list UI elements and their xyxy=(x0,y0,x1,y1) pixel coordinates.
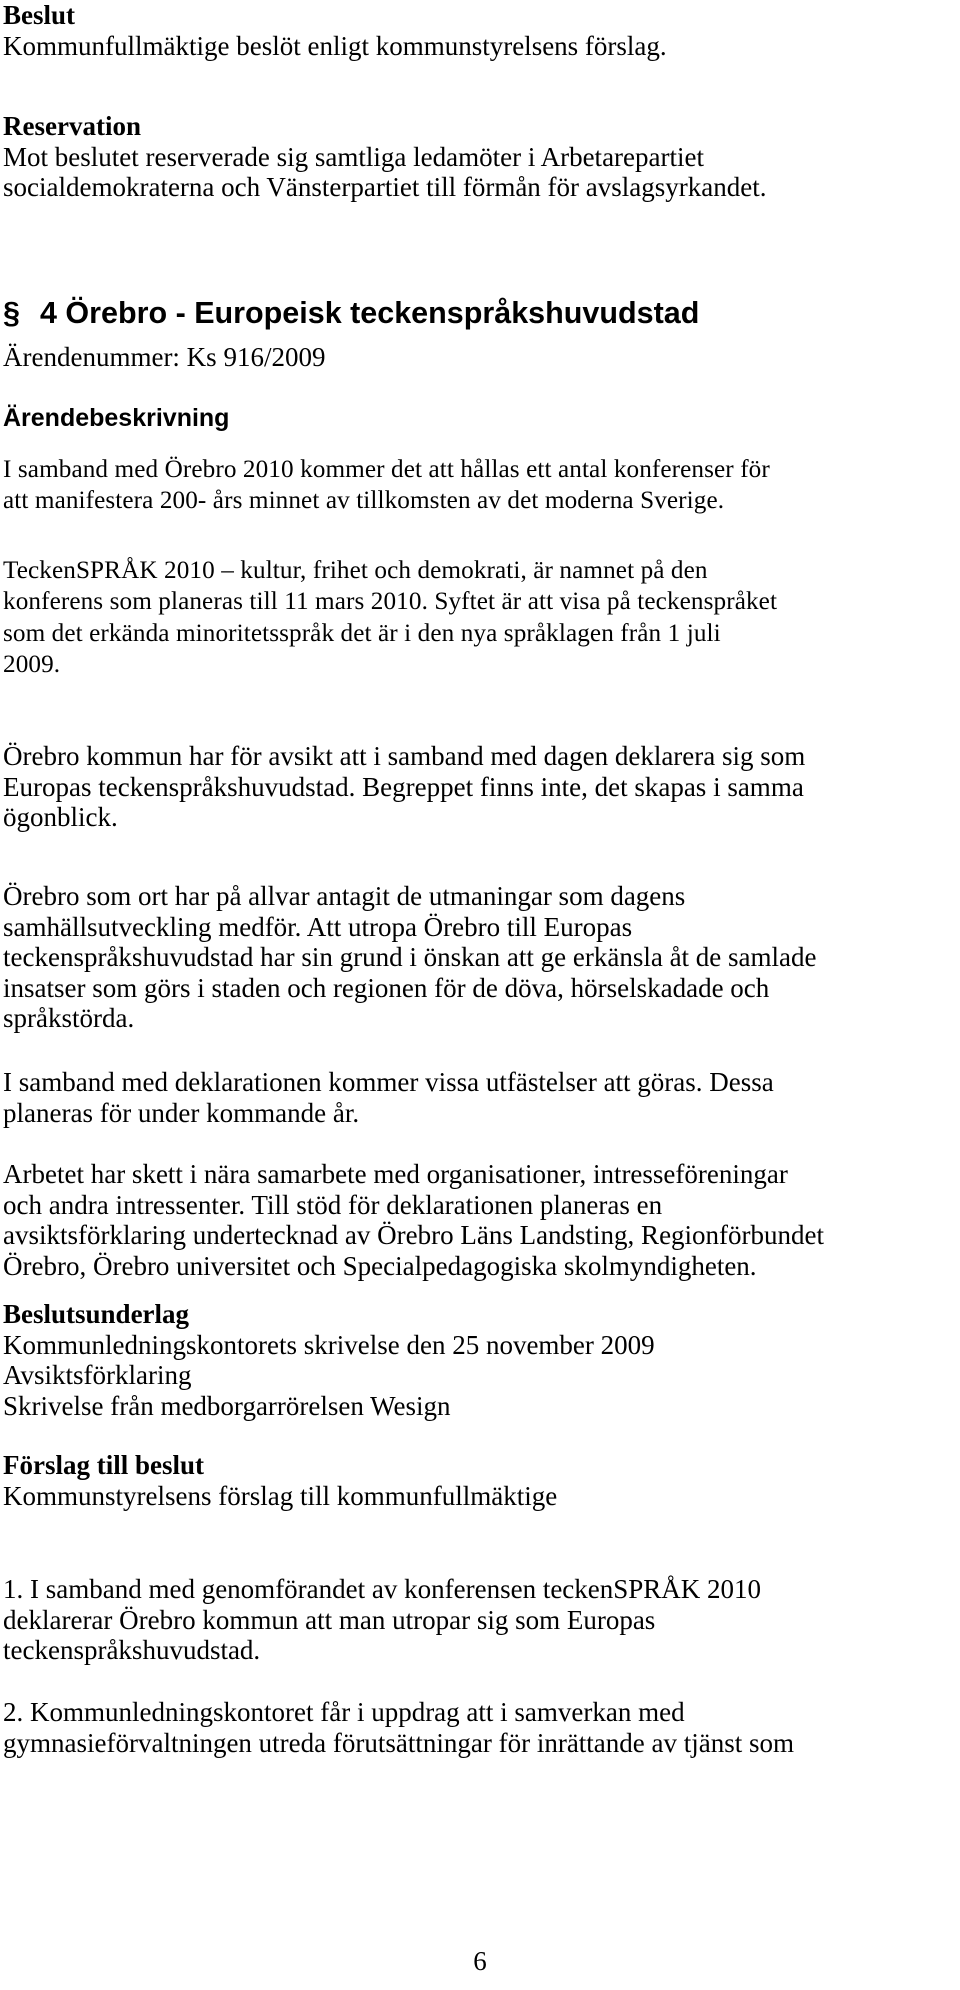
proposal-heading: Förslag till beslut xyxy=(3,1450,204,1480)
beslut-heading: Beslut xyxy=(3,0,76,30)
paragraph-line: Örebro, Örebro universitet och Specialpedagogiska skolmyndigheten. xyxy=(3,1250,757,1281)
decision-basis xyxy=(3,1299,954,1421)
paragraph-1 xyxy=(3,454,954,517)
description-heading: Ärendebeskrivning xyxy=(3,404,230,432)
paragraph-line: samhällsutveckling medför. Att utropa Örebro till Europas xyxy=(3,911,633,942)
paragraph-line: att manifestera 200- års minnet av tillkomsten av det moderna Sverige. xyxy=(3,487,725,515)
paragraph-3 xyxy=(3,741,954,833)
paragraph-2 xyxy=(3,555,954,680)
paragraph-line: ögonblick. xyxy=(3,802,118,833)
paragraph-6 xyxy=(3,1159,954,1281)
paragraph-line: TeckenSPRÅK 2010 – kultur, frihet och demokrati, är namnet på den xyxy=(3,557,708,584)
beslut-block xyxy=(3,0,954,61)
paragraph-line: teckenspråkshuvudstad har sin grund i önskan att ge erkänsla åt de samlade xyxy=(3,942,817,973)
paragraph-line: och andra intressenter. Till stöd för deklarationen planeras en xyxy=(3,1189,663,1220)
page-number: 6 xyxy=(473,1946,487,1976)
proposal-line: 1. I samband med genomförandet av konferensen teckenSPRÅK 2010 xyxy=(3,1574,762,1604)
paragraph-line: som det erkända minoritetsspråk det är i den nya språklagen från 1 juli xyxy=(3,619,721,647)
section-title-text: 4 Örebro - Europeisk teckenspråkshuvudstad xyxy=(39,296,700,330)
reservation-line-1: Mot beslutet reserverade sig samtliga ledamöter i Arbetarepartiet xyxy=(3,141,704,172)
paragraph-line: planeras för under kommande år. xyxy=(3,1097,360,1128)
paragraph-line: konferens som planeras till 11 mars 2010. Syftet är att visa på teckenspråket xyxy=(3,588,778,616)
case-number-text: Ärendenummer: Ks 916/2009 xyxy=(3,342,326,372)
proposal-line: deklarerar Örebro kommun att man utropar sig som Europas xyxy=(3,1604,656,1635)
proposal-line: gymnasieförvaltningen utreda förutsättningar för inrättande av tjänst som xyxy=(3,1727,795,1758)
decision-basis-heading: Beslutsunderlag xyxy=(3,1299,190,1329)
paragraph-line: I samband med deklarationen kommer vissa utfästelser att göras. Dessa xyxy=(3,1067,774,1097)
paragraph-line: insatser som görs i staden och regionen för de döva, hörselskadade och xyxy=(3,972,770,1003)
paragraph-line: språkstörda. xyxy=(3,1003,135,1034)
decision-basis-item: Avsiktsförklaring xyxy=(3,1360,192,1391)
proposal-line: teckenspråkshuvudstad. xyxy=(3,1635,261,1666)
decision-basis-item: Kommunledningskontorets skrivelse den 25 november 2009 xyxy=(3,1329,655,1360)
proposal-item-2 xyxy=(3,1697,954,1758)
paragraph-line: avsiktsförklaring undertecknad av Örebro Läns Landsting, Regionförbundet xyxy=(3,1220,825,1251)
beslut-text: Kommunfullmäktige beslöt enligt kommunstyrelsens förslag. xyxy=(3,30,667,61)
proposal-block xyxy=(3,1450,954,1511)
paragraph-4 xyxy=(3,881,954,1034)
proposal-intro: Kommunstyrelsens förslag till kommunfullmäktige xyxy=(3,1480,558,1511)
paragraph-5 xyxy=(3,1067,954,1128)
section-title xyxy=(3,295,954,331)
decision-basis-item: Skrivelse från medborgarrörelsen Wesign xyxy=(3,1390,451,1421)
case-number xyxy=(3,342,954,373)
proposal-line: 2. Kommunledningskontoret får i uppdrag att i samverkan med xyxy=(3,1697,685,1727)
paragraph-line: Europas teckenspråkshuvudstad. Begreppet finns inte, det skapas i samma xyxy=(3,771,804,802)
paragraph-sign-icon: § xyxy=(3,296,20,330)
paragraph-line: Örebro som ort har på allvar antagit de utmaningar som dagens xyxy=(3,881,686,911)
paragraph-line: I samband med Örebro 2010 kommer det att hållas ett antal konferenser för xyxy=(3,456,770,483)
paragraph-line: 2009. xyxy=(3,650,61,678)
reservation-line-2: socialdemokraterna och Vänsterpartiet till förmån för avslagsyrkandet. xyxy=(3,172,767,203)
proposal-item-1 xyxy=(3,1574,954,1666)
paragraph-line: Örebro kommun har för avsikt att i samband med dagen deklarera sig som xyxy=(3,741,806,771)
reservation-block xyxy=(3,111,954,203)
reservation-heading: Reservation xyxy=(3,111,141,141)
paragraph-line: Arbetet har skett i nära samarbete med organisationer, intresseföreningar xyxy=(3,1159,788,1189)
